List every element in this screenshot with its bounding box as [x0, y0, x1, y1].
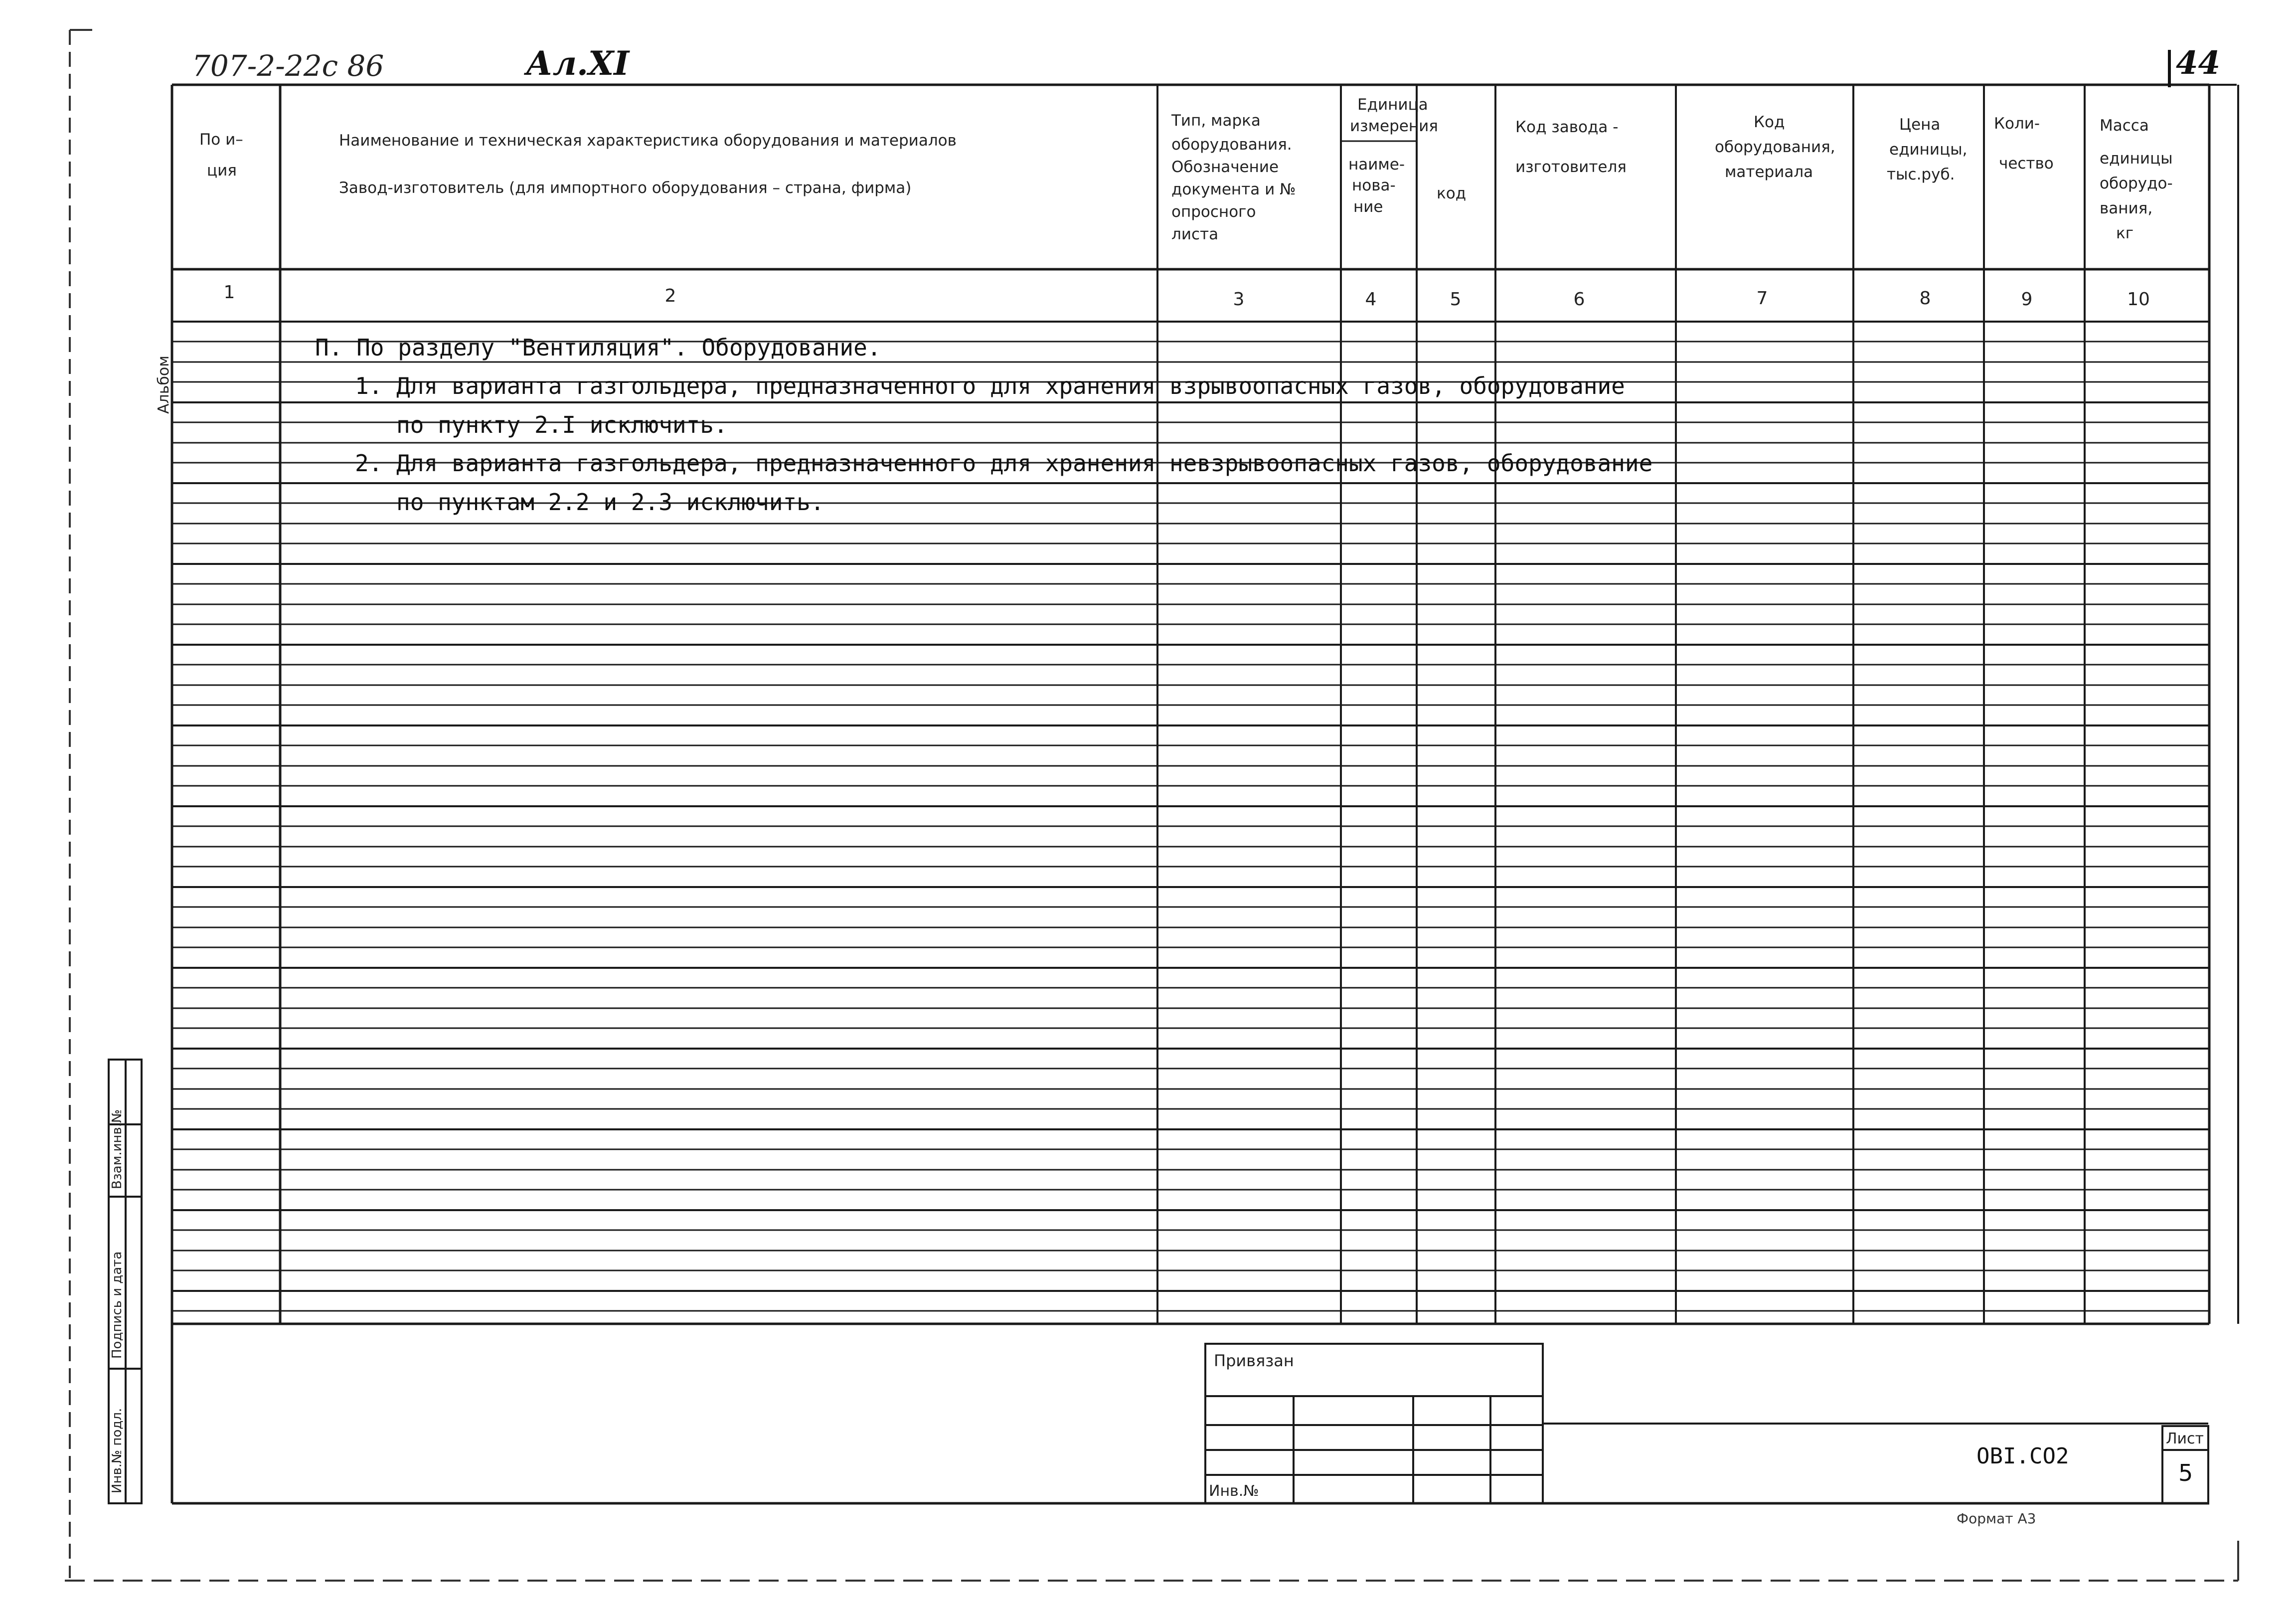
column-number-5: 5 — [1450, 289, 1462, 310]
header-col1-line1: По и– — [199, 131, 243, 149]
list-number: 5 — [2178, 1459, 2193, 1486]
note-1-line1: 1. Для варианта газгольдера, предназначенного для хранения взрывоопасных газов, оборудование — [355, 372, 1625, 399]
header-col3-line6: листа — [1171, 225, 1219, 243]
note-2-line1: 2. Для варианта газгольдера, предназначенного для хранения невзрывоопасных газов, оборудование — [355, 450, 1653, 477]
album-side-label: Альбом — [155, 356, 172, 414]
header-col7-line2: оборудования, — [1715, 138, 1835, 156]
column-number-6: 6 — [1573, 289, 1585, 310]
header-col4-line1: наиме- — [1348, 156, 1405, 174]
column-number-4: 4 — [1365, 289, 1377, 310]
header-col3-line2: оборудования. — [1171, 136, 1292, 154]
list-label: Лист — [2166, 1430, 2204, 1447]
header-col9-line2: чество — [1999, 155, 2054, 173]
header-unit-line2: измерения — [1350, 117, 1438, 135]
header-col3-line4: документа и № — [1171, 180, 1296, 198]
header-col9-line1: Коли- — [1994, 115, 2040, 133]
header-col3-line3: Обозначение — [1171, 158, 1279, 176]
document-code: OBI.CO2 — [1976, 1443, 2069, 1469]
header-col4-line2: нова- — [1352, 177, 1396, 194]
header-col7-line1: Код — [1754, 113, 1785, 131]
privyazan-label: Привязан — [1214, 1351, 1294, 1370]
header-col10-line3: оборудо- — [2100, 175, 2173, 192]
header-col6-line2: изготовителя — [1515, 158, 1627, 176]
format-label: Формат А3 — [1957, 1510, 2036, 1527]
album-mark: Ал.XI — [526, 44, 630, 83]
page-number: 44 — [2176, 44, 2221, 82]
header-col6-line1: Код завода - — [1515, 118, 1619, 136]
title-block — [1205, 1344, 2208, 1503]
handwritten-doc-code: 707-2-22с 86 — [192, 49, 384, 83]
column-number-7: 7 — [1756, 288, 1768, 309]
header-col4-line3: ние — [1353, 198, 1383, 216]
header-col3-line1: Тип, марка — [1171, 112, 1261, 130]
header-col5: код — [1437, 184, 1467, 202]
column-number-2: 2 — [664, 286, 676, 306]
podpis-label: Подпись и дата — [110, 1251, 125, 1359]
header-col2-line2: Завод-изготовитель (для импортного оборудования – страна, фирма) — [339, 179, 912, 197]
column-number-row — [224, 282, 2150, 310]
inv-no-label: Инв.№ — [1209, 1482, 1259, 1500]
note-2-line2: по пунктам 2.2 и 2.3 исключить. — [396, 489, 824, 516]
note-1-line2: по пункту 2.I исключить. — [396, 411, 728, 438]
column-number-10: 10 — [2127, 289, 2150, 310]
table-header — [199, 96, 2173, 243]
header-col10-line2: единицы — [2100, 150, 2173, 168]
header-unit-line1: Единица — [1357, 96, 1428, 114]
header-col8-line1: Цена — [1899, 116, 1941, 134]
column-number-9: 9 — [2021, 289, 2033, 310]
header-col10-line1: Масса — [2100, 117, 2149, 135]
header-col1-line2: ция — [207, 162, 237, 180]
column-number-8: 8 — [1919, 288, 1931, 309]
header-col3-line5: опросного — [1171, 203, 1256, 221]
vzam-label: Взам.инв.№ — [110, 1109, 125, 1189]
column-number-1: 1 — [223, 282, 235, 303]
inv-podl-label: Инв.№ подл. — [110, 1408, 125, 1493]
header-col8-line3: тыс.руб. — [1887, 166, 1955, 183]
header-col2-line1: Наименование и техническая характеристика оборудования и материалов — [339, 132, 957, 150]
column-number-3: 3 — [1233, 289, 1245, 310]
header-col8-line2: единицы, — [1889, 141, 1968, 159]
header-col10-line5: кг — [2116, 224, 2134, 242]
header-col7-line3: материала — [1725, 163, 1813, 181]
header-col10-line4: вания, — [2100, 199, 2153, 217]
section-heading-row: П. По разделу "Вентиляция". Оборудование. — [315, 334, 881, 361]
